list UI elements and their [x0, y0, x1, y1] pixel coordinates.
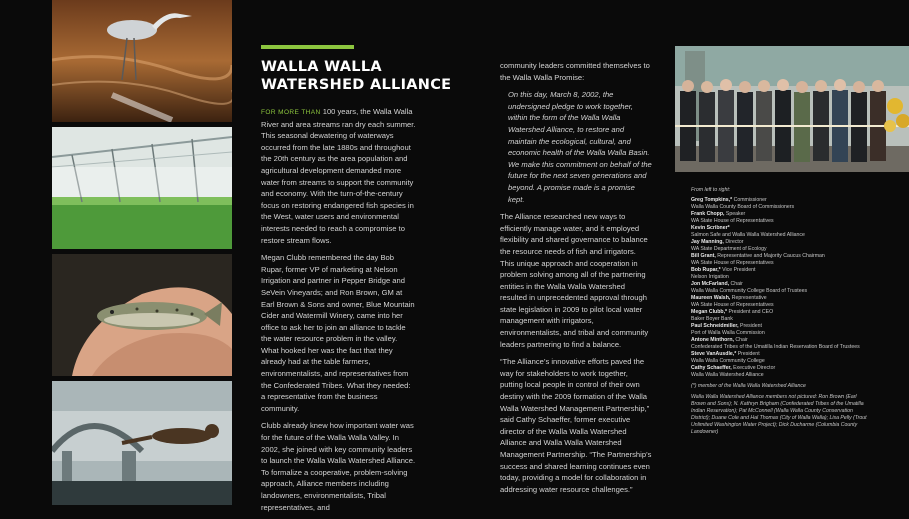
person-organization: Walla Walla Watershed Alliance: [691, 372, 764, 378]
person-organization: WA State House of Representatives: [691, 260, 774, 266]
person-name: Jon McFarland,: [691, 281, 730, 287]
paragraph-1: [261, 106, 416, 246]
paragraph-4: The Alliance researched new ways to efficiently manage water, and it employed flexibility and shared governance to balance the resource needs of fish and irrigators. This unique approach and cooperation in problem solving among all of the partnering entities in the Walla Walla Watershed resulted in unprecedented approval through state legislation in 2009 to pilot local water management with irrigators, environmentalists, and tribal and community leaders partnering to find a balance.: [500, 212, 649, 349]
person-organization: WA State House of Representatives: [691, 218, 774, 224]
lead-in: FOR MORE THAN: [261, 109, 321, 116]
caption-person: [691, 225, 871, 232]
person-name: Cathy Schaeffer,: [691, 365, 732, 371]
person-organization: Nelson Irrigation: [691, 274, 729, 280]
person-organization: Walla Walla Community College: [691, 358, 765, 364]
person-role: Vice President: [720, 267, 756, 273]
person-organization: WA State House of Representatives: [691, 302, 774, 308]
person-role: Speaker: [724, 211, 746, 217]
person-role: Commissioner: [732, 197, 767, 203]
person-role: President: [736, 351, 760, 357]
person-name: Bill Grant,: [691, 253, 716, 259]
paragraph-continued: community leaders committed themselves to the Walla Walla Promise:: [500, 61, 650, 82]
caption-person: [691, 211, 871, 218]
title-line-1: WALLA WALLA: [261, 59, 382, 75]
person-role: Chair: [733, 337, 748, 343]
title-accent-bar: [261, 45, 354, 49]
caption-person: [691, 267, 871, 274]
person-name: Greg Tompkins,*: [691, 197, 733, 203]
group-ribbon-cutting-photo: [675, 46, 909, 172]
fish-in-hand-photo: [52, 254, 232, 376]
person-name: Frank Chopp,: [691, 211, 725, 217]
person-role: President and CEO: [727, 309, 774, 315]
person-organization: Baker Boyer Bank: [691, 316, 733, 322]
caption-person: [691, 337, 871, 344]
person-organization: Walla Walla County Board of Commissioners: [691, 204, 795, 210]
photo-caption: [691, 187, 871, 436]
person-role: Representative: [730, 295, 767, 301]
body-column-2: [500, 60, 652, 501]
not-pictured-note: Walla Walla Watershed Alliance members not pictured: Ron Brown (Earl Brown and Sons); N. Kathryn Brigham (Confederated Tribes of the Umatilla Indian Reservation); Pat McConnell (Walla Walla County Conservation District); Duane Cole and Hal Thomas (City of Walla Walla); Lisa Pelly (Trout Unlimited Washington Water Project); Dick Ducharme (Columbia County Landowner): [691, 394, 867, 435]
page-title: [261, 58, 461, 94]
person-role: President: [738, 323, 762, 329]
person-role: Chair: [729, 281, 743, 287]
person-name: Bob Rupar,*: [691, 267, 721, 273]
caption-person: [691, 253, 871, 260]
caption-people-list: [691, 197, 871, 379]
member-note: (*) member of the Walla Walla Watershed Alliance: [691, 383, 806, 389]
irrigation-photo: [52, 127, 232, 249]
promise-quote: On this day, March 8, 2002, the undersigned pledge to work together, within the form of the Walla Walla Watershed Alliance, to restore and maintain the ecological, cultural, and economic health of the Walla Walla Basin. We make this commitment on behalf of the future for the next seven generations and beyond. A promise made is a promise kept.: [508, 90, 652, 204]
person-organization: Walla Walla Community College Board of Trustees: [691, 288, 808, 294]
body-column-1: [261, 106, 416, 519]
person-name: Paul Schneidmiller,: [691, 323, 739, 329]
person-organization: Confederated Tribes of the Umatilla Indian Reservation Board of Trustees: [691, 344, 860, 350]
title-line-2: WATERSHED ALLIANCE: [261, 77, 452, 93]
paragraph-3: Clubb already knew how important water was for the future of the Walla Walla Valley. In 2002, she joined with key community leaders to launch the Walla Walla Watershed Alliance. To formalize a cooperative, problem-solving approach, Alliance members including landowners, environmentalists, Tribal representatives, and: [261, 421, 416, 512]
paragraph-1-text: 100 years, the Walla Walla River and area streams ran dry each summer. This seasonal dewatering of waterways occurred from the late 1880s and throughout the 20th century as the area population and agricultural development demanded more water from streams to support the community and economy. With the turn-of-the-century focus on restoring endangered fish species in the West, water users and environmental interests needed to reach a compromise to restore stream flows.: [261, 107, 416, 245]
person-name: Antone Minthorn,: [691, 337, 734, 343]
caption-person: [691, 351, 871, 358]
paragraph-2: Megan Clubb remembered the day Bob Rupar, former VP of marketing at Nelson Irrigation and partner in Pepper Bridge and SeVein Vineyards; and Ron Brown, GM at Earl Brown & Sons and owner, Blue Mountain Cider and Watermill Winery, came into her office to ask her to join an alliance to tackle the water resource problem in the valley. What hooked her was the fact that they already had at the table farmers, environmentalists, and representatives from the Confederated Tribes. What they needed: a representative from the business community.: [261, 253, 415, 413]
person-organization: Salmon Safe and Walla Walla Watershed Alliance: [691, 232, 805, 238]
caption-person: [691, 323, 871, 330]
otter-photo: [52, 381, 232, 505]
caption-person: [691, 309, 871, 316]
heron-photo: [52, 0, 232, 122]
caption-person: [691, 295, 871, 302]
person-organization: Port of Walla Walla Commission: [691, 330, 765, 336]
paragraph-5: “The Alliance’s innovative efforts paved the way for stakeholders to work together, putting local people in control of their own destiny with the 2009 formation of the Walla Walla Watershed Management Partnership,” said Cathy Schaeffer, former executive director of the Walla Walla Watershed Alliance and Walla Walla Watershed Management Partnership. “The Partnership’s success and shared learning continues even today, providing a model for collaboration in addressing water resource challenges.”: [500, 357, 652, 494]
person-name: Steve VanAusdle,*: [691, 351, 737, 357]
person-role: Director: [723, 239, 744, 245]
caption-person: [691, 281, 871, 288]
person-name: Megan Clubb,*: [691, 309, 728, 315]
person-name: Jay Manning,: [691, 239, 724, 245]
caption-person: [691, 365, 871, 372]
caption-person: [691, 239, 871, 246]
person-role: Representative and Majority Caucus Chairman: [715, 253, 825, 259]
person-name: Kevin Scribner*: [691, 225, 730, 231]
caption-person: [691, 197, 871, 204]
person-name: Maureen Walsh,: [691, 295, 731, 301]
person-organization: WA State Department of Ecology: [691, 246, 767, 252]
caption-heading: From left to right:: [691, 187, 731, 193]
person-role: Executive Director: [731, 365, 776, 371]
